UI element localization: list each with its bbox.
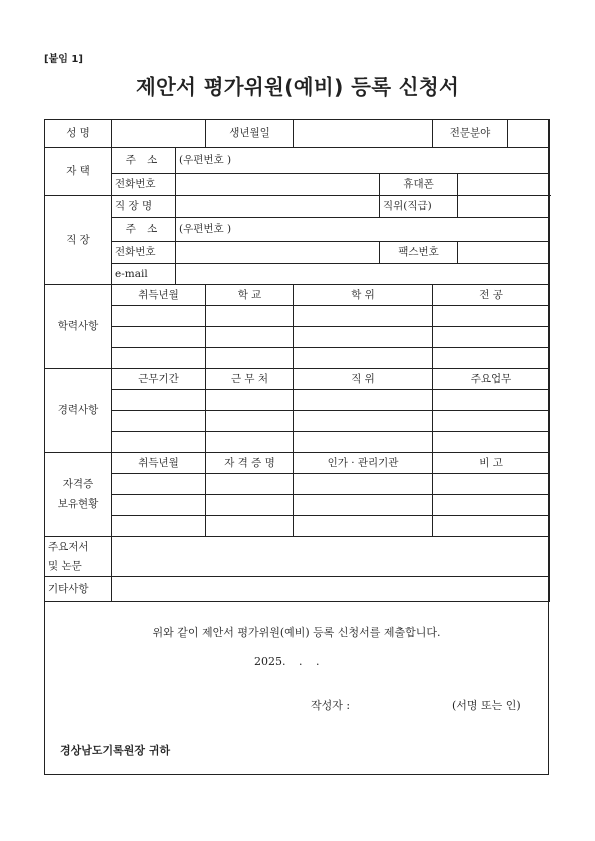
education-cell[interactable] xyxy=(206,327,294,348)
work-address-field[interactable] xyxy=(176,218,550,242)
papers-label xyxy=(45,537,112,577)
position-field[interactable] xyxy=(458,196,550,218)
work-phone-field[interactable] xyxy=(176,242,380,264)
attachment-label: [붙임 1] xyxy=(44,54,83,65)
career-cell[interactable] xyxy=(294,390,433,411)
application-form-table xyxy=(44,119,550,602)
education-label: 학력사항 xyxy=(45,285,112,369)
home-mobile-field[interactable] xyxy=(458,174,550,196)
home-address-label: 주 소 xyxy=(112,148,176,174)
license-header-authority: 인가 · 관리기관 xyxy=(294,453,433,474)
field-label: 전문분야 xyxy=(433,120,508,148)
field-value[interactable] xyxy=(508,120,550,148)
license-cell[interactable] xyxy=(206,516,294,537)
home-address-field[interactable] xyxy=(176,148,550,174)
declaration-text: 위와 같이 제안서 평가위원(예비) 등록 신청서를 제출합니다. xyxy=(152,626,441,639)
career-cell[interactable] xyxy=(206,390,294,411)
career-cell[interactable] xyxy=(433,390,550,411)
career-header-period: 근무기간 xyxy=(112,369,206,390)
career-header-duties: 주요업무 xyxy=(433,369,550,390)
education-cell[interactable] xyxy=(294,327,433,348)
papers-label-line2: 및 논문 xyxy=(48,559,82,572)
license-cell[interactable] xyxy=(433,516,550,537)
home-label: 자 택 xyxy=(45,148,112,196)
fax-label: 팩스번호 xyxy=(380,242,458,264)
education-header-school: 학 교 xyxy=(206,285,294,306)
license-cell[interactable] xyxy=(294,495,433,516)
education-cell[interactable] xyxy=(294,348,433,369)
birth-label: 생년월일 xyxy=(206,120,294,148)
career-header-workplace: 근 무 처 xyxy=(206,369,294,390)
license-cell[interactable] xyxy=(206,495,294,516)
career-cell[interactable] xyxy=(206,411,294,432)
recipient-text: 경상남도기록원장 귀하 xyxy=(60,744,171,757)
career-cell[interactable] xyxy=(433,432,550,453)
home-phone-field[interactable] xyxy=(176,174,380,196)
education-cell[interactable] xyxy=(433,327,550,348)
papers-field[interactable] xyxy=(112,537,550,577)
email-field[interactable] xyxy=(176,264,550,285)
etc-field[interactable] xyxy=(112,577,550,602)
career-cell[interactable] xyxy=(294,411,433,432)
education-cell[interactable] xyxy=(206,306,294,327)
career-cell[interactable] xyxy=(112,432,206,453)
career-header-position: 직 위 xyxy=(294,369,433,390)
license-cell[interactable] xyxy=(433,495,550,516)
name-label: 성 명 xyxy=(45,120,112,148)
license-label xyxy=(45,453,112,537)
home-phone-label: 전화번호 xyxy=(112,174,176,196)
license-cell[interactable] xyxy=(433,474,550,495)
license-cell[interactable] xyxy=(294,516,433,537)
email-label: e-mail xyxy=(112,264,176,285)
education-cell[interactable] xyxy=(433,306,550,327)
work-phone-label: 전화번호 xyxy=(112,242,176,264)
education-cell[interactable] xyxy=(294,306,433,327)
home-mobile-label: 휴대폰 xyxy=(380,174,458,196)
home-zip-text: (우편번호 ) xyxy=(179,154,232,167)
education-header-degree: 학 위 xyxy=(294,285,433,306)
career-cell[interactable] xyxy=(112,390,206,411)
work-label: 직 장 xyxy=(45,196,112,285)
license-cell[interactable] xyxy=(294,474,433,495)
career-cell[interactable] xyxy=(294,432,433,453)
fax-field[interactable] xyxy=(458,242,550,264)
writer-label: 작성자 : xyxy=(311,699,351,712)
education-cell[interactable] xyxy=(112,327,206,348)
license-cell[interactable] xyxy=(112,495,206,516)
etc-label: 기타사항 xyxy=(45,577,112,602)
license-cell[interactable] xyxy=(206,474,294,495)
education-cell[interactable] xyxy=(433,348,550,369)
license-label-line2: 보유현황 xyxy=(57,497,99,510)
career-cell[interactable] xyxy=(433,411,550,432)
date-text[interactable]: 2025. . . xyxy=(254,655,320,668)
work-address-label: 주 소 xyxy=(112,218,176,242)
career-cell[interactable] xyxy=(206,432,294,453)
signature-label: (서명 또는 인) xyxy=(452,699,521,712)
license-label-line1: 자격증 xyxy=(62,477,94,490)
education-header-major: 전 공 xyxy=(433,285,550,306)
license-header-date: 취득년월 xyxy=(112,453,206,474)
papers-label-line1: 주요저서 xyxy=(48,540,89,553)
license-header-name: 자 격 증 명 xyxy=(206,453,294,474)
position-label: 직위(직급) xyxy=(380,196,458,218)
career-cell[interactable] xyxy=(112,411,206,432)
license-cell[interactable] xyxy=(112,516,206,537)
company-field[interactable] xyxy=(176,196,380,218)
education-cell[interactable] xyxy=(112,306,206,327)
work-zip-text: (우편번호 ) xyxy=(179,223,232,236)
license-cell[interactable] xyxy=(112,474,206,495)
name-field[interactable] xyxy=(112,120,206,148)
education-cell[interactable] xyxy=(206,348,294,369)
birth-field[interactable] xyxy=(294,120,433,148)
education-cell[interactable] xyxy=(112,348,206,369)
company-label: 직 장 명 xyxy=(112,196,176,218)
form-title: 제안서 평가위원(예비) 등록 신청서 xyxy=(135,75,460,99)
career-label: 경력사항 xyxy=(45,369,112,453)
license-header-remarks: 비 고 xyxy=(433,453,550,474)
education-header-date: 취득년월 xyxy=(112,285,206,306)
